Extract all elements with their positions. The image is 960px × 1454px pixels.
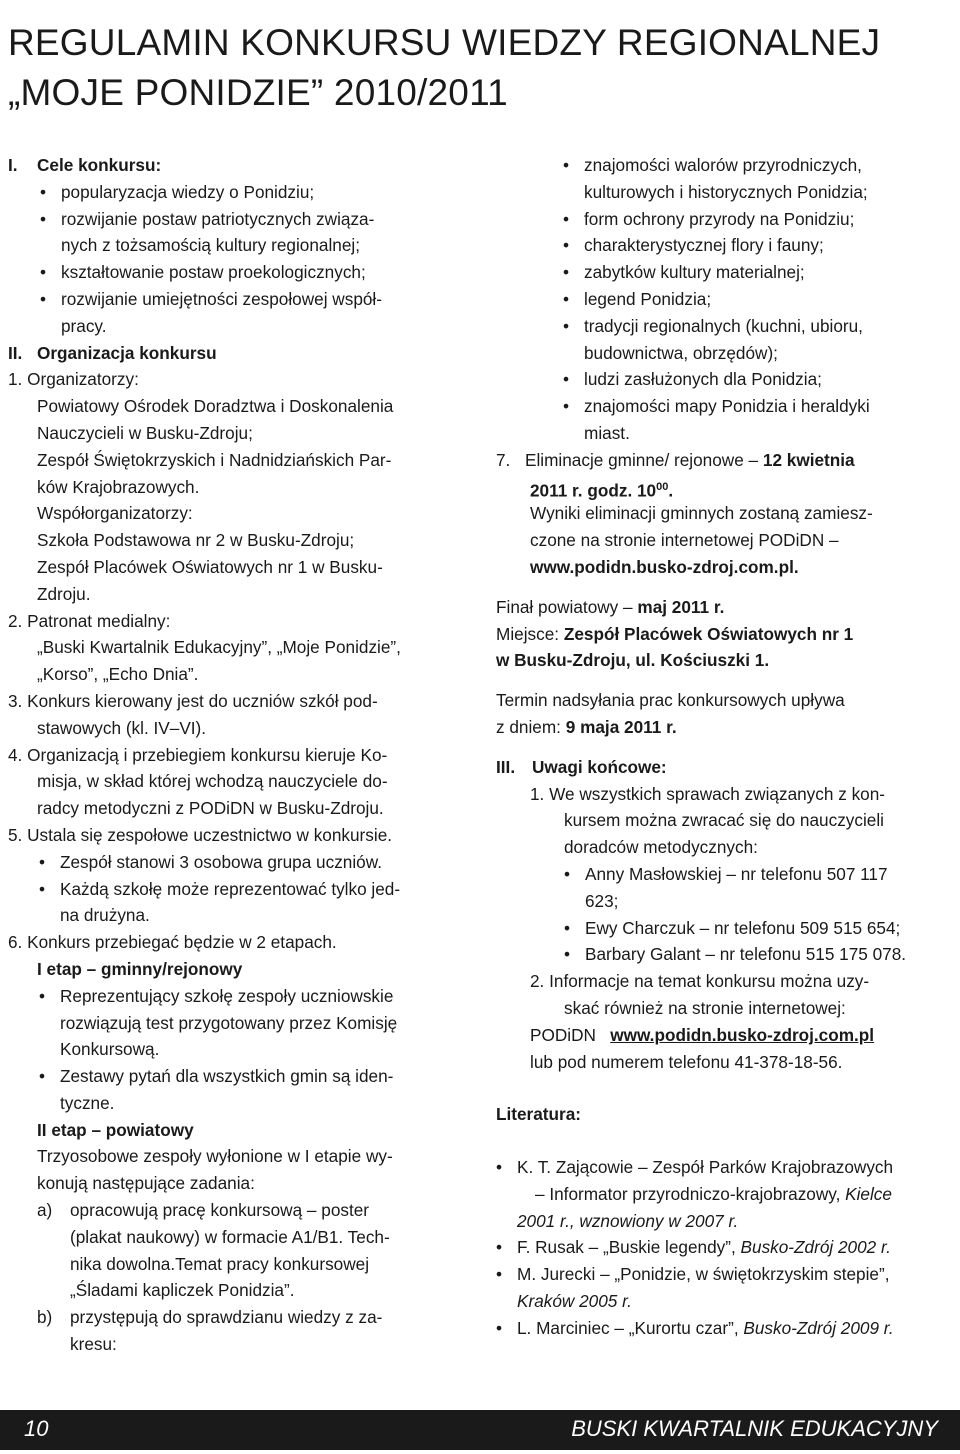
lit-italic: , wznowiony w 2007 r. [569,1210,739,1231]
literature-item-continuation [517,1181,958,1208]
paragraph-line: kursem można zwracać się do nauczycieli [564,810,884,831]
task-text: nika dowolna.Temat pracy konkursowej [70,1253,370,1274]
list-item: • Reprezentujący szkołę zespoły uczniowskie [60,983,470,1010]
time-text: 2011 r. godz. 10 [530,480,657,501]
list-item-continuation: miast. [584,422,630,443]
publication-name: BUSKI KWARTALNIK EDUKACYJNY [571,1416,938,1441]
paragraph-line: „Korso”, „Echo Dnia”. [37,664,199,685]
eliminations-text: Eliminacje gminne/ rejonowe – [525,449,759,470]
deadline-line: Termin nadsyłania prac konkursowych upływa [496,690,845,711]
time-dot: . [668,480,674,501]
literature-list [496,1154,958,1342]
list-item-continuation: na drużyna. [60,905,150,926]
title-line-1: REGULAMIN KONKURSU WIEDZY REGIONALNEJ [8,22,881,63]
task-text: kresu: [70,1334,117,1355]
task-text: przystępują do sprawdzianu wiedzy z za- [70,1307,383,1328]
list-item: • popularyzacja wiedzy o Ponidziu; [61,179,470,206]
final-remarks-list [496,781,958,1076]
list-item: • charakterystycznej flory i fauny; [584,232,958,259]
contact-item-continuation: 623; [585,890,619,911]
paragraph-line: Trzyosobowe zespoły wyłonione w I etapie wy- [37,1146,393,1167]
website-line [530,1022,958,1049]
contact-item: • Anny Masłowskiej – nr telefonu 507 117 [585,861,958,888]
list-item: • znajomości walorów przyrodniczych, [584,152,958,179]
list-item: • znajomości mapy Ponidzia i heraldyki [584,393,958,420]
list-item: • ludzi zasłużonych dla Ponidzia; [584,366,958,393]
list-item-continuation: nych z tożsamością kultury regionalnej; [61,235,361,256]
task-label: a) [37,1200,53,1221]
literature-heading: Literatura: [496,1104,581,1125]
website-link[interactable]: www.podidn.busko-zdroj.com.pl [610,1024,875,1045]
section-heading-final-remarks [496,754,958,781]
literature-item [517,1315,958,1342]
lit-italic: 2001 r. [517,1210,570,1231]
paragraph-line: Wyniki eliminacji gminnych zostaną zamiesz- [530,503,873,524]
organizers-block [8,366,470,607]
page-footer [0,1410,960,1450]
paragraph-line: Zespół Placówek Oświatowych nr 1 w Busku- [37,556,383,577]
stage-2-intro [8,1143,470,1197]
task-label: b) [37,1307,53,1328]
literature-item-continuation [517,1208,958,1235]
task-a [8,1197,470,1304]
eliminations-time [496,474,958,501]
left-column [8,152,470,1358]
stage-2-heading: II etap – powiatowy [37,1119,194,1140]
phone-line: lub pod numerem telefonu 41-378-18-56. [530,1051,843,1072]
paragraph-line: misja, w skład której wchodzą nauczyciele do- [37,771,388,792]
literature-item [517,1261,958,1288]
list-item: • Zespół stanowi 3 osobowa grupa uczniów. [60,849,470,876]
contact-item: • Ewy Charczuk – nr telefonu 509 515 654; [585,915,958,942]
deadline-label: z dniem: [496,716,561,737]
paragraph-line: 2. Informacje na temat konkursu można uzy- [530,971,870,992]
knowledge-scope-list [496,152,958,447]
stage-1-heading: I etap – gminny/rejonowy [37,958,243,979]
lit-italic: Busko-Zdrój 2009 r. [738,1317,894,1338]
lit-italic: Busko-Zdrój 2002 r. [735,1237,891,1258]
paragraph-line: „Buski Kwartalnik Edukacyjny”, „Moje Ponidzie”, [37,637,401,658]
list-item: • rozwijanie postaw patriotycznych związa- [61,206,470,233]
literature-item [517,1234,958,1261]
target-audience-block [8,688,470,742]
paragraph-line: Powiatowy Ośrodek Doradztwa i Doskonalenia [37,396,394,417]
deadline-date: 9 maja 2011 r. [565,716,677,737]
lit-text: K. T. Zającowie – Zespół Parków Krajobrazowych [517,1157,894,1178]
paragraph-line: 1. We wszystkich sprawach związanych z kon- [530,783,886,804]
lit-italic: Kraków 2005 r. [517,1291,632,1312]
paragraph-line: 3. Konkurs kierowany jest do uczniów szkół pod- [8,690,378,711]
paragraph-line: Szkoła Podstawowa nr 2 w Busku-Zdroju; [37,530,355,551]
place-line [496,621,958,648]
list-item: • Każdą szkołę może reprezentować tylko jed- [60,876,470,903]
paragraph-line: czone na stronie internetowej PODiDN – [530,530,839,551]
lit-text: L. Marciniec – „Kurortu czar”, [517,1317,739,1338]
media-patronage-block [8,608,470,688]
list-item: • rozwijanie umiejętności zespołowej współ- [61,286,470,313]
place-label: Miejsce: [496,623,560,644]
paragraph-line: 5. Ustala się zespołowe uczestnictwo w konkursie. [8,824,393,845]
time-minutes: 00 [656,480,669,493]
list-item-continuation: budownictwa, obrzędów); [584,342,778,363]
list-item: • form ochrony przyrody na Ponidziu; [584,206,958,233]
team-rules-list [8,849,470,929]
lit-text: M. Jurecki – „Ponidzie, w świętokrzyskim stepie”, [517,1264,890,1285]
contacts-list [530,861,958,968]
commission-block [8,742,470,822]
item-number: 7. [496,449,511,470]
paragraph-line: Nauczycieli w Busku-Zdroju; [37,422,253,443]
page-title [8,18,948,118]
task-text: „Śladami kapliczek Ponidzia”. [70,1280,295,1301]
final-label: Finał powiatowy – [496,596,633,617]
list-item: • tradycji regionalnych (kuchni, ubioru, [584,313,958,340]
literature-item [517,1154,958,1181]
paragraph-line: stawowych (kl. IV–VI). [37,717,207,738]
heading-number: II. [8,342,23,363]
place-line-2: w Busku-Zdroju, ul. Kościuszki 1. [496,650,770,671]
list-item-continuation: tyczne. [60,1092,115,1113]
website-prefix: PODiDN [530,1024,596,1045]
title-line-2: „MOJE PONIDZIE” 2010/2011 [8,72,508,113]
list-item: • kształtowanie postaw proekologicznych; [61,259,470,286]
lit-text: F. Rusak – „Buskie legendy”, [517,1237,736,1258]
right-column [496,152,958,1342]
heading-number: III. [496,756,516,777]
final-line [496,594,958,621]
lit-text: – Informator przyrodniczo-krajobrazowy, [535,1183,841,1204]
list-item-continuation: pracy. [61,315,107,336]
paragraph-line: 6. Konkurs przebiegać będzie w 2 etapach. [8,932,337,953]
lit-italic: Kielce [840,1183,892,1204]
website-link[interactable]: www.podidn.busko-zdroj.com.pl. [530,556,799,577]
task-b [8,1304,470,1358]
paragraph-line: skać również na stronie internetowej: [564,997,846,1018]
task-text: opracowują pracę konkursową – poster [70,1200,370,1221]
task-text: (plakat naukowy) w formacie A1/B1. Tech- [70,1226,390,1247]
paragraph-line: Zdroju. [37,583,91,604]
heading-text: Uwagi końcowe: [532,756,667,777]
paragraph-line: 2. Patronat medialny: [8,610,171,631]
paragraph-line: Zespół Świętokrzyskich i Nadnidziańskich Par- [37,449,392,470]
literature-item-continuation [517,1288,958,1315]
paragraph-line: konują następujące zadania: [37,1173,255,1194]
list-item-continuation: rozwiązują test przygotowany przez Komisję [60,1012,398,1033]
list-item: • legend Ponidzia; [584,286,958,313]
paragraph-line: ków Krajobrazowych. [37,476,200,497]
section-heading-goals [8,152,470,179]
heading-number: I. [8,155,18,175]
list-item: • zabytków kultury materialnej; [584,259,958,286]
heading-text: Cele konkursu: [37,155,162,175]
final-date: maj 2011 r. [637,596,725,617]
stage-1-list [8,983,470,1117]
deadline-line-2 [496,714,958,741]
section-heading-organization [8,340,470,367]
heading-text: Organizacja konkursu [37,342,217,363]
goals-list [8,179,470,340]
paragraph-line: Współorganizatorzy: [37,503,193,524]
paragraph-line: 1. Organizatorzy: [8,369,139,390]
paragraph-line: radcy metodyczni z PODiDN w Busku-Zdroju. [37,798,384,819]
eliminations-date: 12 kwietnia [762,449,855,470]
eliminations-block [496,447,958,581]
contact-item: • Barbary Galant – nr telefonu 515 175 078. [585,941,958,968]
list-item: • Zestawy pytań dla wszystkich gmin są iden- [60,1063,470,1090]
list-item-continuation: Konkursową. [60,1039,160,1060]
paragraph-line: 4. Organizacją i przebiegiem konkursu kieruje Ko- [8,744,388,765]
page-number: 10 [24,1416,49,1441]
list-item-continuation: kulturowych i historycznych Ponidzia; [584,181,868,202]
place-value: Zespół Placówek Oświatowych nr 1 [563,623,854,644]
paragraph-line: doradców metodycznych: [564,837,758,858]
